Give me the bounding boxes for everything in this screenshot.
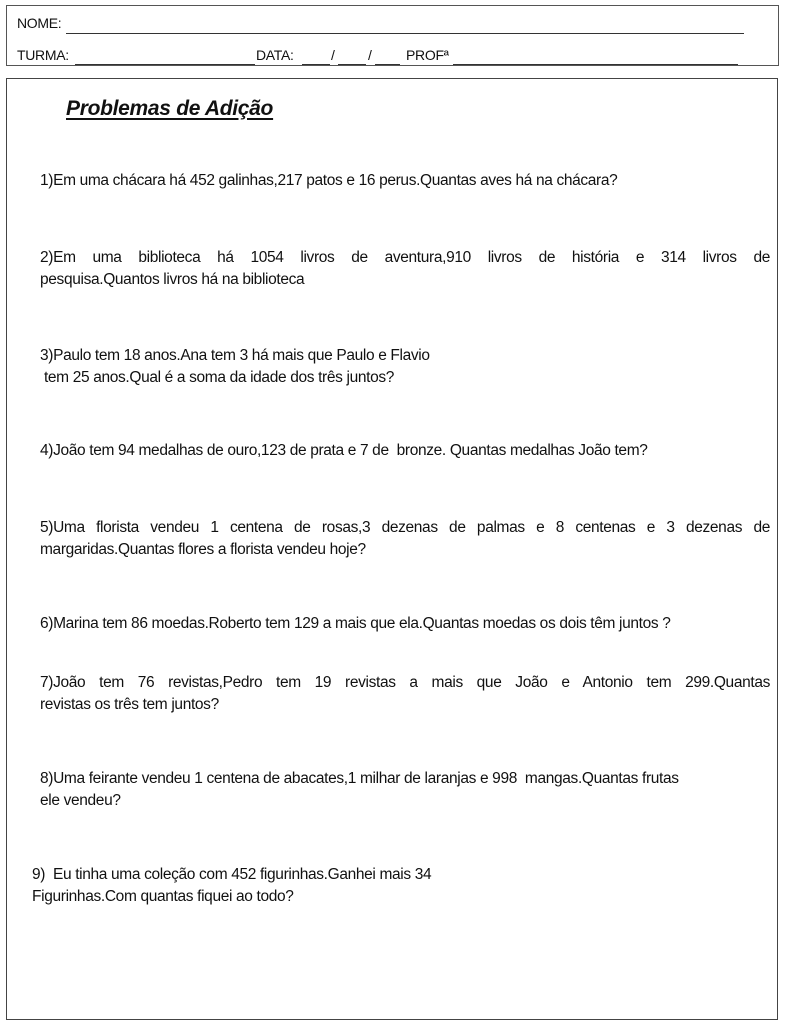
data-label: DATA: [256, 47, 294, 63]
question-line: 9) Eu tinha uma coleção com 452 figurinhas.Ganhei mais 34 [32, 866, 432, 883]
question-8 [40, 768, 770, 812]
prof-field[interactable] [453, 64, 738, 65]
question-line: 4)João tem 94 medalhas de ouro,123 de prata e 7 de bronze. Quantas medalhas João tem? [40, 442, 648, 459]
data-day-field[interactable] [302, 64, 330, 65]
question-line: 2)Em uma biblioteca há 1054 livros de aventura,910 livros de história e 314 livros de [40, 249, 770, 266]
question-line: 5)Uma florista vendeu 1 centena de rosas,3 dezenas de palmas e 8 centenas e 3 dezenas de [40, 519, 770, 536]
question-line: 3)Paulo tem 18 anos.Ana tem 3 há mais que Paulo e Flavio [40, 347, 430, 364]
question-5 [40, 517, 770, 561]
student-info-header [6, 5, 779, 66]
worksheet-title: Problemas de Adição [66, 97, 274, 120]
question-9 [32, 864, 762, 908]
question-line: ele vendeu? [40, 792, 121, 809]
turma-label: TURMA: [17, 47, 69, 63]
data-year-field[interactable] [375, 64, 400, 65]
turma-field[interactable] [75, 64, 255, 65]
question-6 [40, 613, 770, 635]
data-month-field[interactable] [338, 64, 366, 65]
date-separator: / [331, 47, 335, 63]
question-2 [40, 247, 770, 291]
question-line: pesquisa.Quantos livros há na biblioteca [40, 271, 305, 288]
question-line: Figurinhas.Com quantas fiquei ao todo? [32, 888, 294, 905]
question-line: tem 25 anos.Qual é a soma da idade dos três juntos? [40, 369, 395, 386]
question-line: 7)João tem 76 revistas,Pedro tem 19 revistas a mais que João e Antonio tem 299.Quantas [40, 674, 770, 691]
date-separator: / [368, 47, 372, 63]
question-line: 8)Uma feirante vendeu 1 centena de abacates,1 milhar de laranjas e 998 mangas.Quantas frutas [40, 770, 679, 787]
question-4 [40, 440, 770, 462]
question-line: margaridas.Quantas flores a florista vendeu hoje? [40, 541, 366, 558]
question-1 [40, 170, 770, 192]
nome-label: NOME: [17, 15, 62, 31]
nome-field[interactable] [66, 33, 744, 34]
question-line: 1)Em uma chácara há 452 galinhas,217 patos e 16 perus.Quantas aves há na chácara? [40, 172, 618, 189]
question-7 [40, 672, 770, 716]
question-line: revistas os três tem juntos? [40, 696, 219, 713]
question-3 [40, 345, 770, 389]
prof-label: PROFª [406, 47, 449, 63]
question-line: 6)Marina tem 86 moedas.Roberto tem 129 a mais que ela.Quantas moedas os dois têm juntos ? [40, 615, 671, 632]
